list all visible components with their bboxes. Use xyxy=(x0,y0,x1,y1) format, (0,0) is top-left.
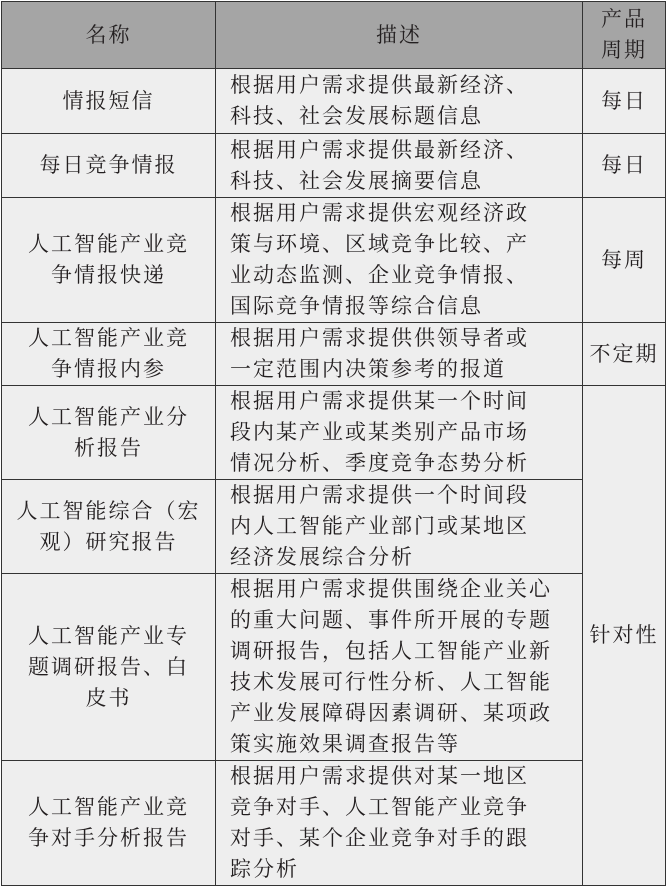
row-name xyxy=(2,480,216,574)
header-name-text: 名称 xyxy=(85,22,132,47)
merged-period-cell: 针对性 xyxy=(583,386,666,886)
row-description xyxy=(216,134,583,198)
name-line: 每日竞争情报 xyxy=(39,153,178,177)
description-line: 调研报告，包括人工智能产业新 xyxy=(230,639,552,663)
name-line: 人工智能产业竞 xyxy=(28,232,189,256)
name-line: 争对手分析报告 xyxy=(28,826,189,850)
table-header-row xyxy=(2,2,666,69)
name-line: 争情报内参 xyxy=(51,357,166,381)
description-line: 段内某产业或某类别产品市场 xyxy=(230,420,529,444)
product-table xyxy=(1,1,666,886)
description-line: 根据用户需求提供最新经济、 xyxy=(230,137,529,162)
description-line: 国际竞争情报等综合信息 xyxy=(230,294,483,318)
header-description-text: 描述 xyxy=(376,22,422,47)
name-line: 析报告 xyxy=(74,435,143,460)
row-name xyxy=(2,574,216,761)
row-period: 每日 xyxy=(583,69,666,134)
table-row xyxy=(2,480,666,574)
name-line: 人工智能产业分 xyxy=(28,404,189,429)
row-name xyxy=(2,386,216,480)
description-line: 根据用户需求提供某一个时间 xyxy=(230,389,529,413)
name-line: 人工智能产业专 xyxy=(28,623,189,648)
table-row xyxy=(2,134,666,198)
description-line: 策实施效果调查报告等 xyxy=(230,732,460,756)
table-row xyxy=(2,69,666,134)
description-line: 业动态监测、企业竞争情报、 xyxy=(230,263,529,287)
row-period: 不定期 xyxy=(583,323,666,386)
description-line: 根据用户需求提供供领导者或 xyxy=(230,326,529,350)
description-line: 的重大问题、事件所开展的专题 xyxy=(230,608,552,632)
name-line: 题调研报告、白 xyxy=(28,654,189,679)
row-description xyxy=(216,480,583,574)
table-row xyxy=(2,386,666,480)
name-line: 皮书 xyxy=(85,685,132,710)
description-line: 情况分析、季度竞争态势分析 xyxy=(230,451,529,475)
row-description xyxy=(216,323,583,386)
row-description xyxy=(216,198,583,323)
row-name xyxy=(2,323,216,386)
name-line: 观）研究报告 xyxy=(39,529,178,554)
row-name xyxy=(2,134,216,198)
row-period: 每日 xyxy=(583,134,666,198)
header-period xyxy=(583,2,666,69)
name-line: 人工智能综合（宏 xyxy=(16,498,201,523)
description-line: 内人工智能产业部门或某地区 xyxy=(230,514,529,538)
header-period-line: 周期 xyxy=(601,38,647,62)
description-line: 根据用户需求提供围绕企业关心 xyxy=(230,577,552,601)
table-row xyxy=(2,198,666,323)
description-line: 技术发展可行性分析、人工智能 xyxy=(230,670,552,694)
header-description xyxy=(216,2,583,69)
row-description xyxy=(216,574,583,761)
description-line: 一定范围内决策参考的报道 xyxy=(230,357,506,381)
description-line: 竞争对手、人工智能产业竞争 xyxy=(230,795,529,819)
name-line: 争情报快递 xyxy=(51,263,166,287)
row-name xyxy=(2,69,216,134)
description-line: 根据用户需求提供一个时间段 xyxy=(230,483,529,507)
description-line: 踪分析 xyxy=(230,857,299,881)
name-line: 人工智能产业竞 xyxy=(28,326,189,350)
name-line: 人工智能产业竞 xyxy=(28,795,189,819)
row-description xyxy=(216,69,583,134)
description-line: 根据用户需求提供最新经济、 xyxy=(230,73,529,97)
description-line: 根据用户需求提供对某一地区 xyxy=(230,764,529,788)
row-description xyxy=(216,386,583,480)
description-line: 经济发展综合分析 xyxy=(230,545,414,569)
header-name xyxy=(2,2,216,69)
description-line: 科技、社会发展标题信息 xyxy=(230,104,483,128)
description-line: 产业发展障碍因素调研、某项政 xyxy=(230,701,552,725)
header-period-line: 产品 xyxy=(601,7,647,31)
description-line: 科技、社会发展摘要信息 xyxy=(230,168,483,193)
table-row xyxy=(2,574,666,761)
table-row xyxy=(2,323,666,386)
row-name xyxy=(2,198,216,323)
row-period: 每周 xyxy=(583,198,666,323)
description-line: 策与环境、区域竞争比较、产 xyxy=(230,232,529,256)
name-line: 情报短信 xyxy=(62,88,155,113)
description-line: 根据用户需求提供宏观经济政 xyxy=(230,201,529,225)
description-line: 对手、某个企业竞争对手的跟 xyxy=(230,826,529,850)
